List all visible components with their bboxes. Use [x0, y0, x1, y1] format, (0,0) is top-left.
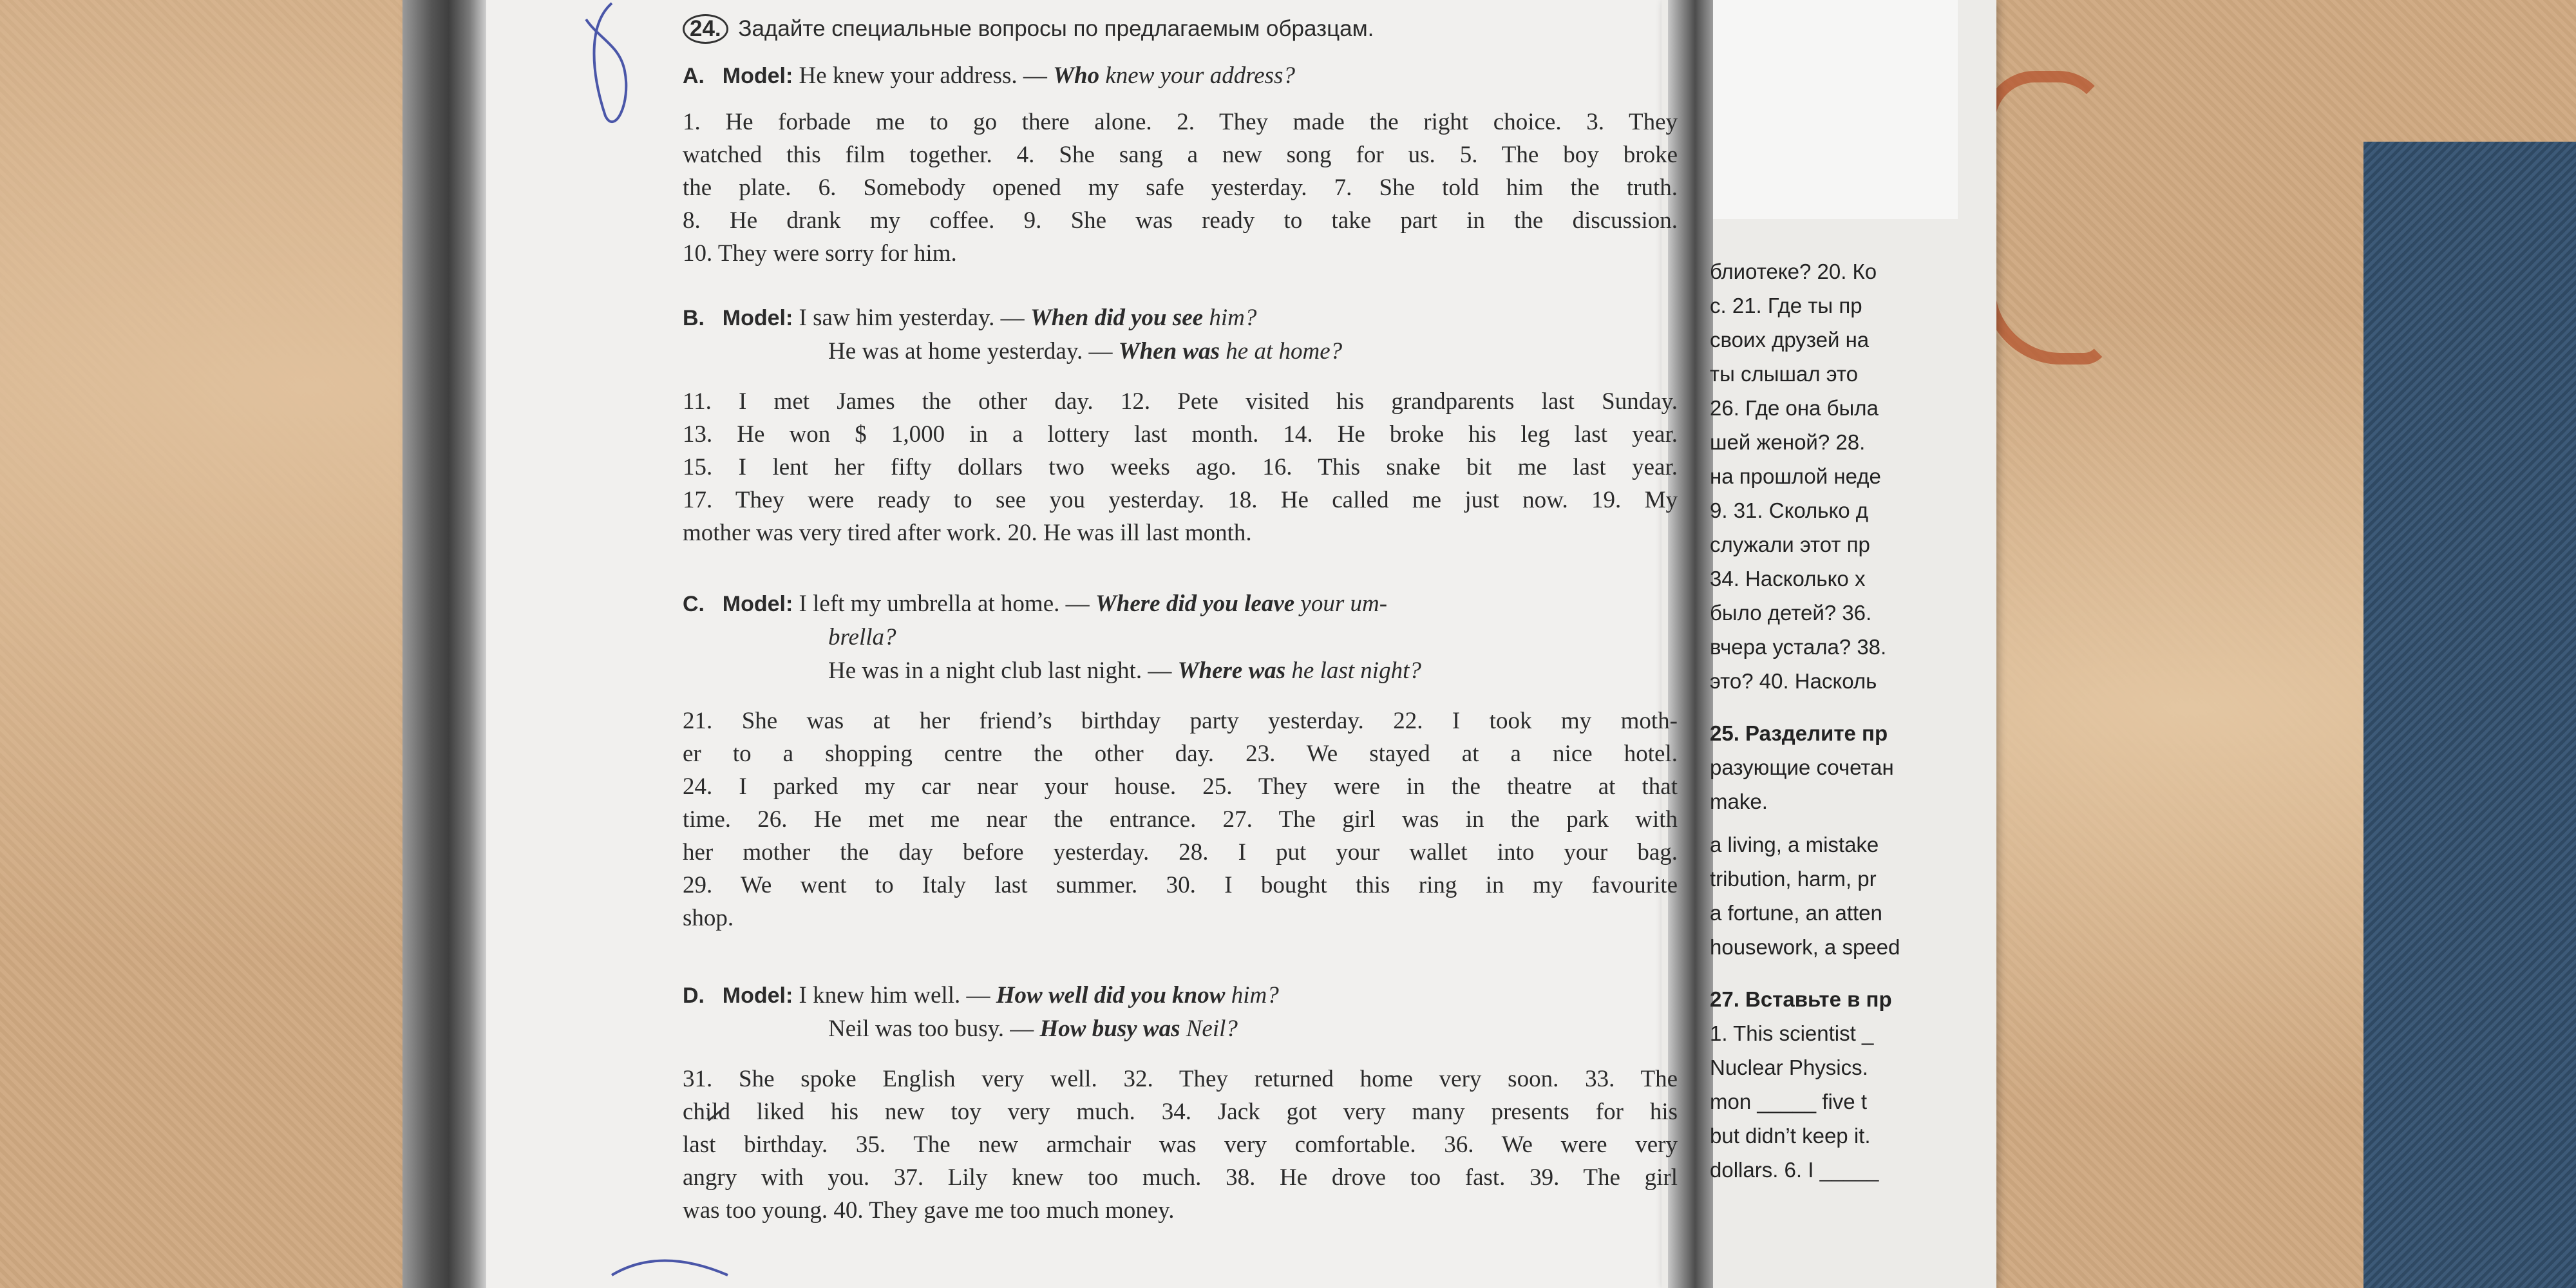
- section-c-model-2: [683, 654, 1421, 688]
- text-line: 17. They were ready to see you yesterday. 18. He called me just now. 19. My: [683, 487, 1678, 513]
- text-line: er to a shopping centre the other day. 23. We stayed at a nice hotel.: [683, 741, 1678, 767]
- section-b-model-1: [683, 301, 1256, 335]
- pen-stroke-mark: [605, 1249, 734, 1288]
- section-d-model-2: [683, 1012, 1238, 1046]
- fragment-line: было детей? 36.: [1710, 601, 1872, 625]
- section-c-model-1-cont: [683, 621, 896, 654]
- section-letter: A.: [683, 64, 705, 88]
- section-d-model-1: [683, 979, 1279, 1012]
- fragment-line: 34. Насколько х: [1710, 567, 1866, 591]
- model-statement: I saw him yesterday. —: [799, 305, 1025, 331]
- section-letter: C.: [683, 592, 705, 616]
- text-line: was too young. 40. They gave me too much money.: [683, 1197, 1175, 1224]
- text-line: 10. They were sorry for him.: [683, 240, 957, 267]
- fragment-line: ты слышал это: [1710, 362, 1858, 386]
- fragment-line: с. 21. Где ты пр: [1710, 294, 1862, 317]
- white-paper-overlay: [1707, 0, 1958, 219]
- model-answer-continued: brella?: [828, 624, 896, 650]
- model-statement: Neil was too busy. —: [828, 1016, 1034, 1042]
- model-answer: How well did you know him?: [996, 982, 1279, 1009]
- fragment-line: вчера устала? 38.: [1710, 635, 1887, 659]
- model-label: Model:: [722, 306, 793, 330]
- fragment-line: 9. 31. Сколько д: [1710, 498, 1869, 522]
- text-line: child liked his new toy very much. 34. Jack got very many presents for his: [683, 1099, 1678, 1125]
- exercise-number: 24.: [683, 14, 728, 44]
- fragment-line: but didn’t keep it.: [1710, 1124, 1871, 1148]
- fabric-pattern: [1984, 71, 2110, 365]
- text-line: 8. He drank my coffee. 9. She was ready to take part in the discussion.: [683, 207, 1678, 234]
- fragment-line: 1. This scientist _: [1710, 1021, 1874, 1045]
- model-label: Model:: [722, 983, 793, 1008]
- blue-cloth: [2363, 142, 2576, 1288]
- text-line: 21. She was at her friend’s birthday party yesterday. 22. I took my moth-: [683, 708, 1678, 734]
- text-line: 11. I met James the other day. 12. Pete visited his grandparents last Sunday.: [683, 388, 1678, 415]
- fragment-line: служали этот пр: [1710, 533, 1870, 556]
- text-line: angry with you. 37. Lily knew too much. 38. He drove too fast. 39. The girl: [683, 1164, 1678, 1191]
- section-d-sentences: [683, 1063, 1678, 1227]
- text-line: 31. She spoke English very well. 32. They returned home very soon. 33. The: [683, 1066, 1678, 1092]
- text-line: shop.: [683, 905, 734, 931]
- text-line: last birthday. 35. The new armchair was very comfortable. 36. We were very: [683, 1132, 1678, 1158]
- text-line: watched this film together. 4. She sang a new song for us. 5. The boy broke: [683, 142, 1678, 168]
- fragment-line: mon _____ five t: [1710, 1090, 1867, 1113]
- fragment-line: tribution, harm, pr: [1710, 867, 1877, 891]
- section-a-sentences: [683, 106, 1678, 270]
- model-statement: I left my umbrella at home. —: [799, 591, 1090, 617]
- model-answer: When did you see him?: [1030, 305, 1257, 331]
- model-answer: Who knew your address?: [1053, 62, 1295, 89]
- section-c-sentences: [683, 705, 1678, 934]
- scan-shadow-left: [402, 0, 486, 1288]
- section-letter: B.: [683, 306, 705, 330]
- text-line: mother was very tired after work. 20. He was ill last month.: [683, 520, 1252, 546]
- fragment-line: блиотеке? 20. Ко: [1710, 260, 1877, 283]
- section-letter: D.: [683, 983, 705, 1008]
- fragment-line: dollars. 6. I _____: [1710, 1158, 1879, 1182]
- section-a-model: [683, 59, 1295, 93]
- fragment-line: a living, a mistake: [1710, 833, 1879, 857]
- model-statement: He was in a night club last night. —: [828, 658, 1172, 684]
- fragment-line: housework, a speed: [1710, 935, 1900, 959]
- fragment-line: разующие сочетан: [1710, 755, 1894, 779]
- model-label: Model:: [722, 64, 793, 88]
- text-line: 24. I parked my car near your house. 25. They were in the theatre at that: [683, 773, 1678, 800]
- model-statement: I knew him well. —: [799, 982, 990, 1009]
- model-answer: When was he at home?: [1118, 338, 1343, 365]
- text-line: her mother the day before yesterday. 28. I put your wallet into your bag.: [683, 839, 1678, 866]
- exercise-page: [683, 9, 1687, 1288]
- exercise-header: [683, 14, 1374, 44]
- text-line: 29. We went to Italy last summer. 30. I bought this ring in my favourite: [683, 872, 1678, 898]
- exercise-27-heading: 27. Вставьте в пр: [1710, 987, 1892, 1011]
- text-line: the plate. 6. Somebody opened my safe yesterday. 7. She told him the truth.: [683, 175, 1678, 201]
- section-b-model-2: [683, 335, 1342, 368]
- pen-tick-mark: [705, 1104, 731, 1124]
- exercise-instruction: Задайте специальные вопросы по предлагаемым образцам.: [738, 16, 1374, 41]
- next-page-column: [1710, 254, 1955, 1187]
- pen-scribble-mark: [560, 0, 663, 135]
- model-answer: Where was he last night?: [1177, 658, 1421, 684]
- fragment-line: шей женой? 28.: [1710, 430, 1866, 454]
- text-line: 15. I lent her fifty dollars two weeks ago. 16. This snake bit me last year.: [683, 454, 1678, 480]
- fragment-line: a fortune, an atten: [1710, 901, 1882, 925]
- model-label: Model:: [722, 592, 793, 616]
- text-line: time. 26. He met me near the entrance. 27. The girl was in the park with: [683, 806, 1678, 833]
- model-statement: He was at home yesterday. —: [828, 338, 1113, 365]
- fragment-line: на прошлой неде: [1710, 464, 1881, 488]
- model-answer: Where did you leave your um-: [1095, 591, 1388, 617]
- fragment-line: 26. Где она была: [1710, 396, 1879, 420]
- fragment-line: make.: [1710, 790, 1768, 813]
- fragment-line: Nuclear Physics.: [1710, 1056, 1868, 1079]
- text-line: 13. He won $ 1,000 in a lottery last month. 14. He broke his leg last year.: [683, 421, 1678, 448]
- section-b-sentences: [683, 385, 1678, 549]
- model-statement: He knew your address. —: [799, 62, 1047, 89]
- fragment-line: своих друзей на: [1710, 328, 1870, 352]
- text-line: 1. He forbade me to go there alone. 2. They made the right choice. 3. They: [683, 109, 1678, 135]
- model-answer: How busy was Neil?: [1039, 1016, 1238, 1042]
- fragment-line: это? 40. Насколь: [1710, 669, 1877, 693]
- exercise-25-heading: 25. Разделите пр: [1710, 721, 1888, 745]
- section-c-model-1: [683, 587, 1387, 621]
